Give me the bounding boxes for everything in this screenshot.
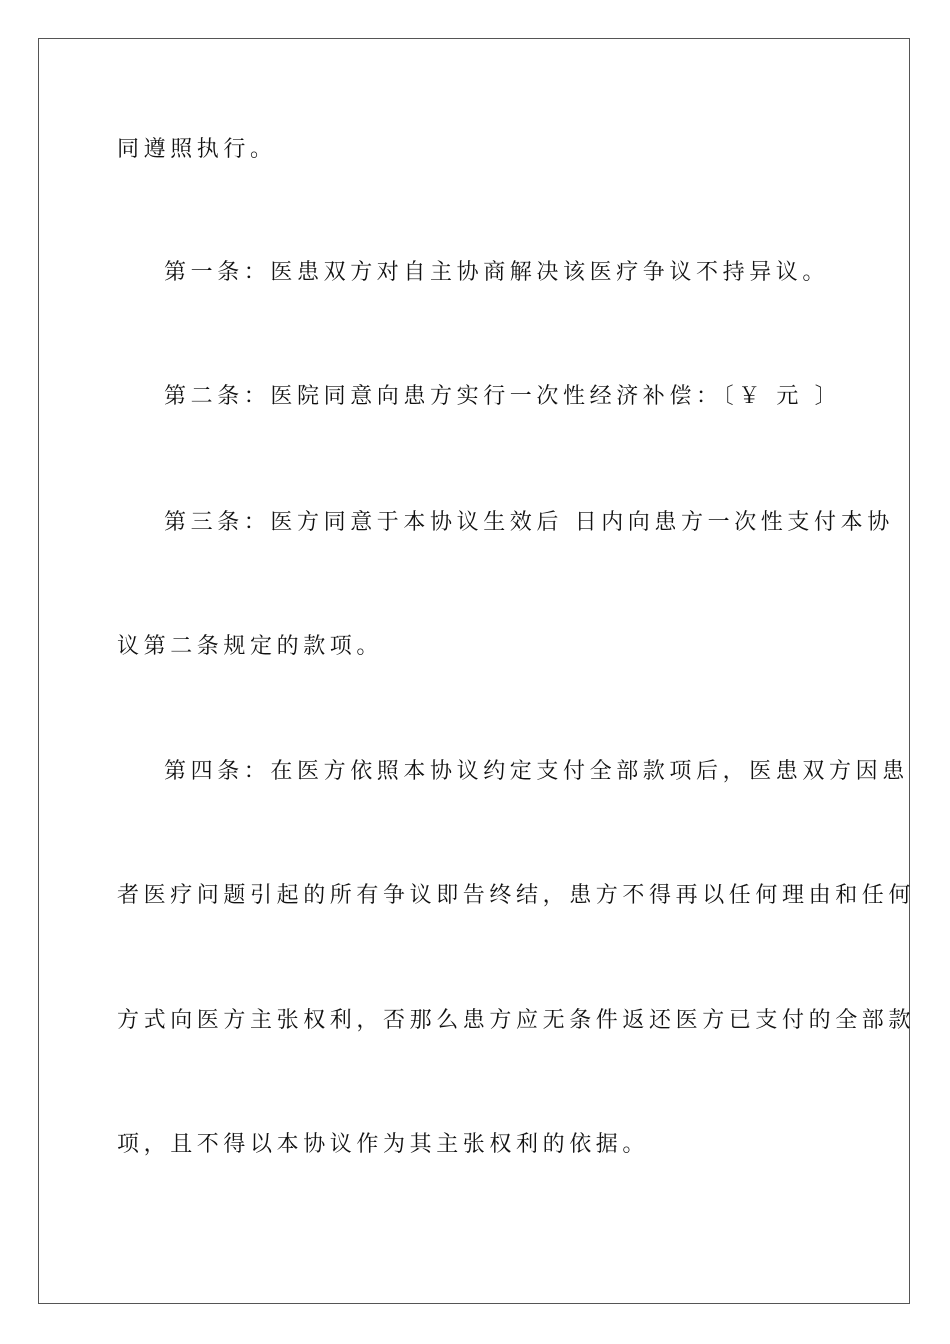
clause-4-line-1: 第四条：在医方依照本协议约定支付全部款项后，医患双方因患: [164, 759, 909, 784]
clause-3-line-2: 议第二条规定的款项。: [117, 634, 384, 659]
clause-4-line-4: 项，且不得以本协议作为其主张权利的依据。: [117, 1132, 650, 1157]
clause-2: 第二条：医院同意向患方实行一次性经济补偿：〔￥ 元 〕: [164, 384, 842, 409]
clause-1: 第一条：医患双方对自主协商解决该医疗争议不持异议。: [164, 260, 830, 285]
clause-3-line-1: 第三条：医方同意于本协议生效后 日内向患方一次性支付本协: [164, 510, 894, 535]
clause-4-line-2: 者医疗问题引起的所有争议即告终结，患方不得再以任何理由和任何: [117, 883, 916, 908]
clause-4-line-3: 方式向医方主张权利，否那么患方应无条件返还医方已支付的全部款: [117, 1008, 916, 1033]
text-line-1: 同遵照执行。: [117, 137, 277, 162]
page-border: [38, 38, 916, 1304]
